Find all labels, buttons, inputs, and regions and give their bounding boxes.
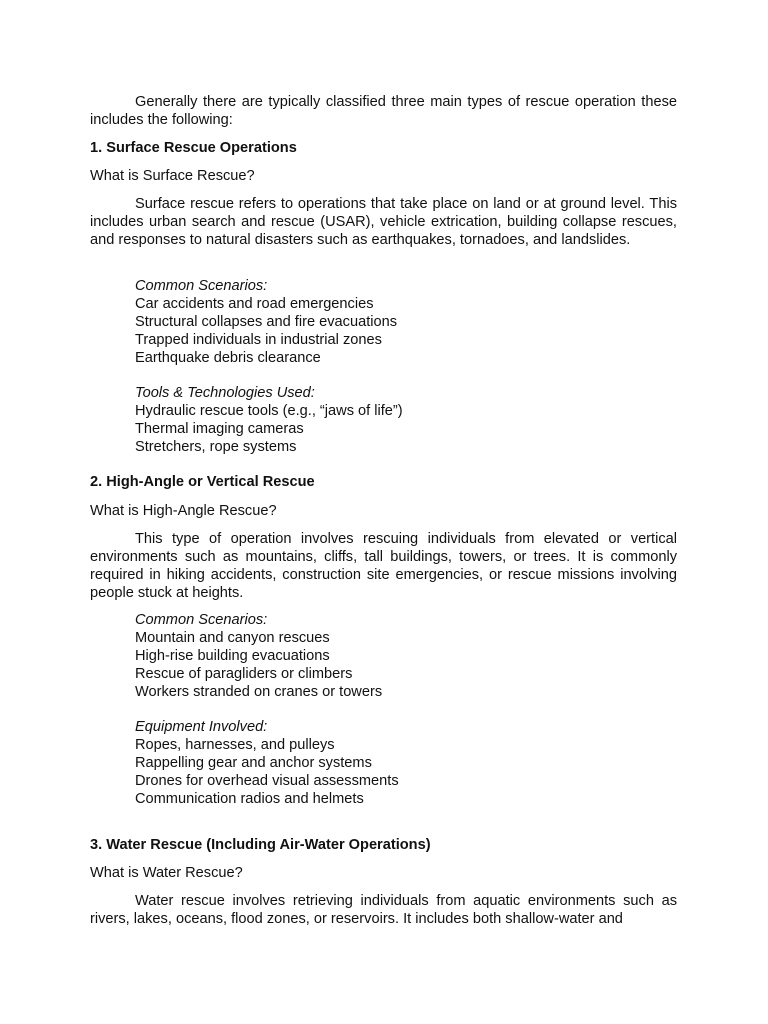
list-item: Drones for overhead visual assessments <box>135 773 399 789</box>
section-heading: 2. High-Angle or Vertical Rescue <box>90 474 315 490</box>
section-heading: 1. Surface Rescue Operations <box>90 140 297 156</box>
list-item: Ropes, harnesses, and pulleys <box>135 737 335 753</box>
list-item: Mountain and canyon rescues <box>135 630 330 646</box>
list-label: Common Scenarios: <box>135 612 268 628</box>
section-question: What is Water Rescue? <box>90 865 243 881</box>
list-item: Stretchers, rope systems <box>135 439 297 455</box>
section-heading: 3. Water Rescue (Including Air-Water Operations) <box>90 837 431 853</box>
list-item: Rescue of paragliders or climbers <box>135 666 353 682</box>
list-item: High-rise building evacuations <box>135 648 330 664</box>
list-item: Trapped individuals in industrial zones <box>135 332 382 348</box>
list-item: Car accidents and road emergencies <box>135 296 374 312</box>
list-label: Equipment Involved: <box>135 719 268 735</box>
list-item: Workers stranded on cranes or towers <box>135 684 383 700</box>
scenarios-list <box>135 277 675 367</box>
list-label: Tools & Technologies Used: <box>135 385 315 401</box>
list-item: Earthquake debris clearance <box>135 350 321 366</box>
list-item: Structural collapses and fire evacuations <box>135 314 398 330</box>
list-item: Hydraulic rescue tools (e.g., “jaws of life”) <box>135 403 403 419</box>
intro-paragraph: Generally there are typically classified three main types of rescue operation these includes the following: <box>90 94 677 128</box>
section-question: What is High-Angle Rescue? <box>90 503 277 519</box>
tools-list <box>135 384 675 456</box>
list-item: Communication radios and helmets <box>135 791 364 807</box>
section-paragraph: Water rescue involves retrieving individuals from aquatic environments such as rivers, lakes, oceans, flood zones, or reservoirs. It includes both shallow-water and <box>90 893 677 927</box>
equipment-list <box>135 718 675 808</box>
section-question: What is Surface Rescue? <box>90 168 255 184</box>
scenarios-list <box>135 611 675 701</box>
section-paragraph: Surface rescue refers to operations that take place on land or at ground level. This includes urban search and rescue (USAR), vehicle extrication, building collapse rescues, and responses to natural disasters such as earthquakes, tornadoes, and landslides. <box>90 196 677 248</box>
section-paragraph: This type of operation involves rescuing individuals from elevated or vertical environments such as mountains, cliffs, tall buildings, towers, or trees. It is commonly required in hiking accidents, construction site emergencies, or rescue missions involving people stuck at heights. <box>90 531 677 601</box>
list-label: Common Scenarios: <box>135 278 268 294</box>
list-item: Thermal imaging cameras <box>135 421 304 437</box>
list-item: Rappelling gear and anchor systems <box>135 755 372 771</box>
